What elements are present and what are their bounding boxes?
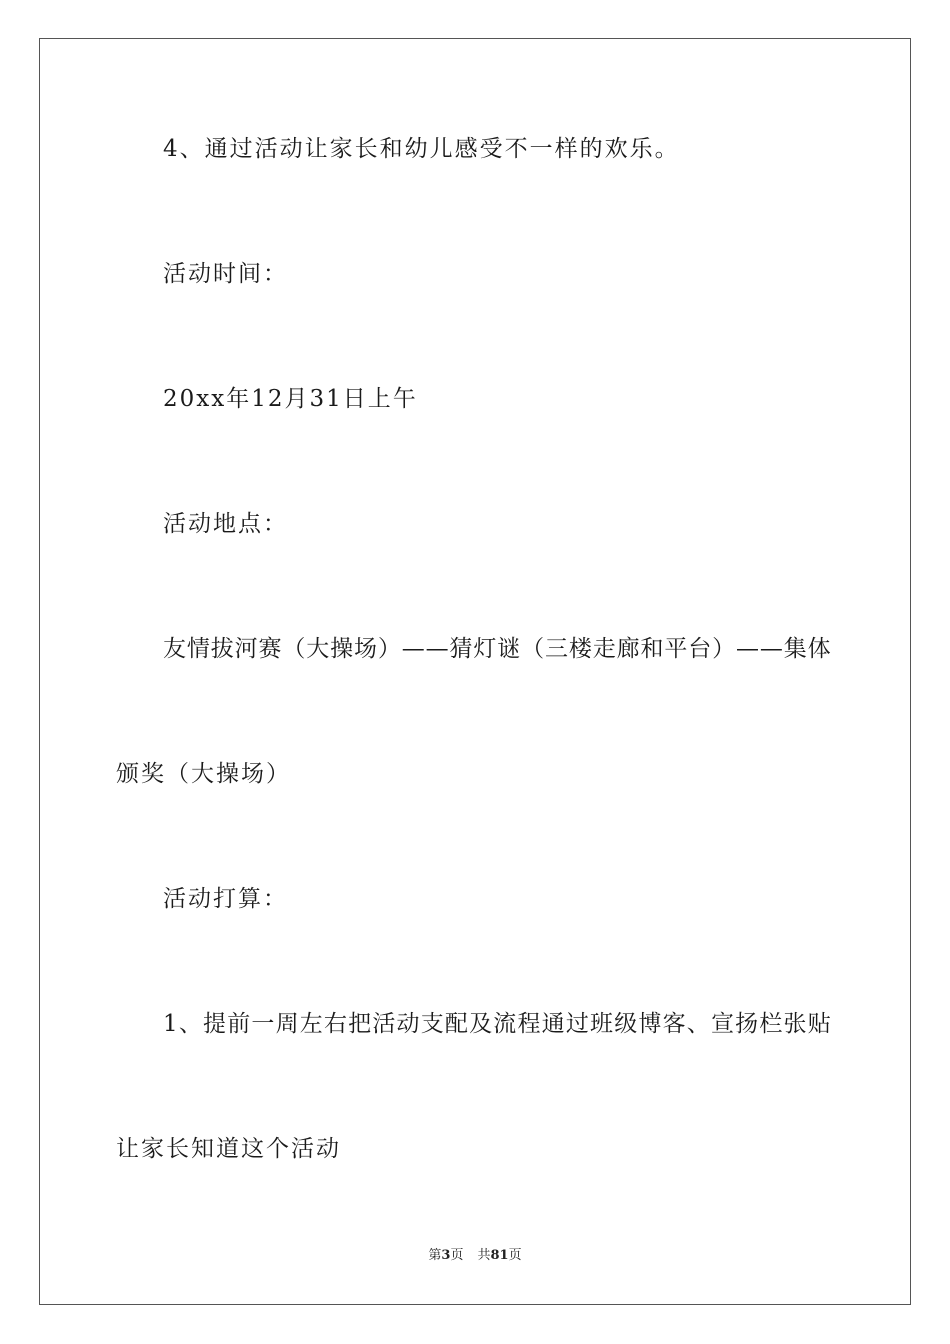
heading-activity-time: 活动时间： [163, 261, 288, 287]
page-footer [0, 1246, 950, 1266]
footer-page-prefix: 第 [428, 1248, 442, 1263]
footer-total-prefix: 共 [477, 1248, 491, 1263]
activity-date: 20xx年12月31日上午 [163, 386, 418, 412]
location-line-1: 友 情 拔 河 赛 （ 大 操 场 ） — — 猜 灯 谜 （ 三 楼 走 廊 和 平 台 ） — — 集 体 [163, 636, 831, 662]
paragraph-goal-4: 4、通过活动让家长和幼儿感受不一样的欢乐。 [163, 136, 680, 162]
footer-total-pages: 81 [490, 1248, 509, 1263]
plan-step-1-line-2: 让家长知道这个活动 [116, 1136, 341, 1162]
heading-activity-plan: 活动打算： [163, 886, 288, 912]
footer-total-suffix: 页 [508, 1248, 522, 1263]
page-border [39, 38, 911, 1305]
plan-step-1-line-1: 1 、 提 前 一 周 左 右 把 活 动 支 配 及 流 程 通 过 班 级 博 客 、 宣 扬 栏 张 贴 [163, 1011, 831, 1037]
location-line-2: 颁奖（大操场） [116, 761, 291, 787]
footer-page-number: 3 [441, 1248, 451, 1263]
heading-activity-location: 活动地点： [163, 511, 288, 537]
footer-page-suffix: 页 [450, 1248, 464, 1263]
